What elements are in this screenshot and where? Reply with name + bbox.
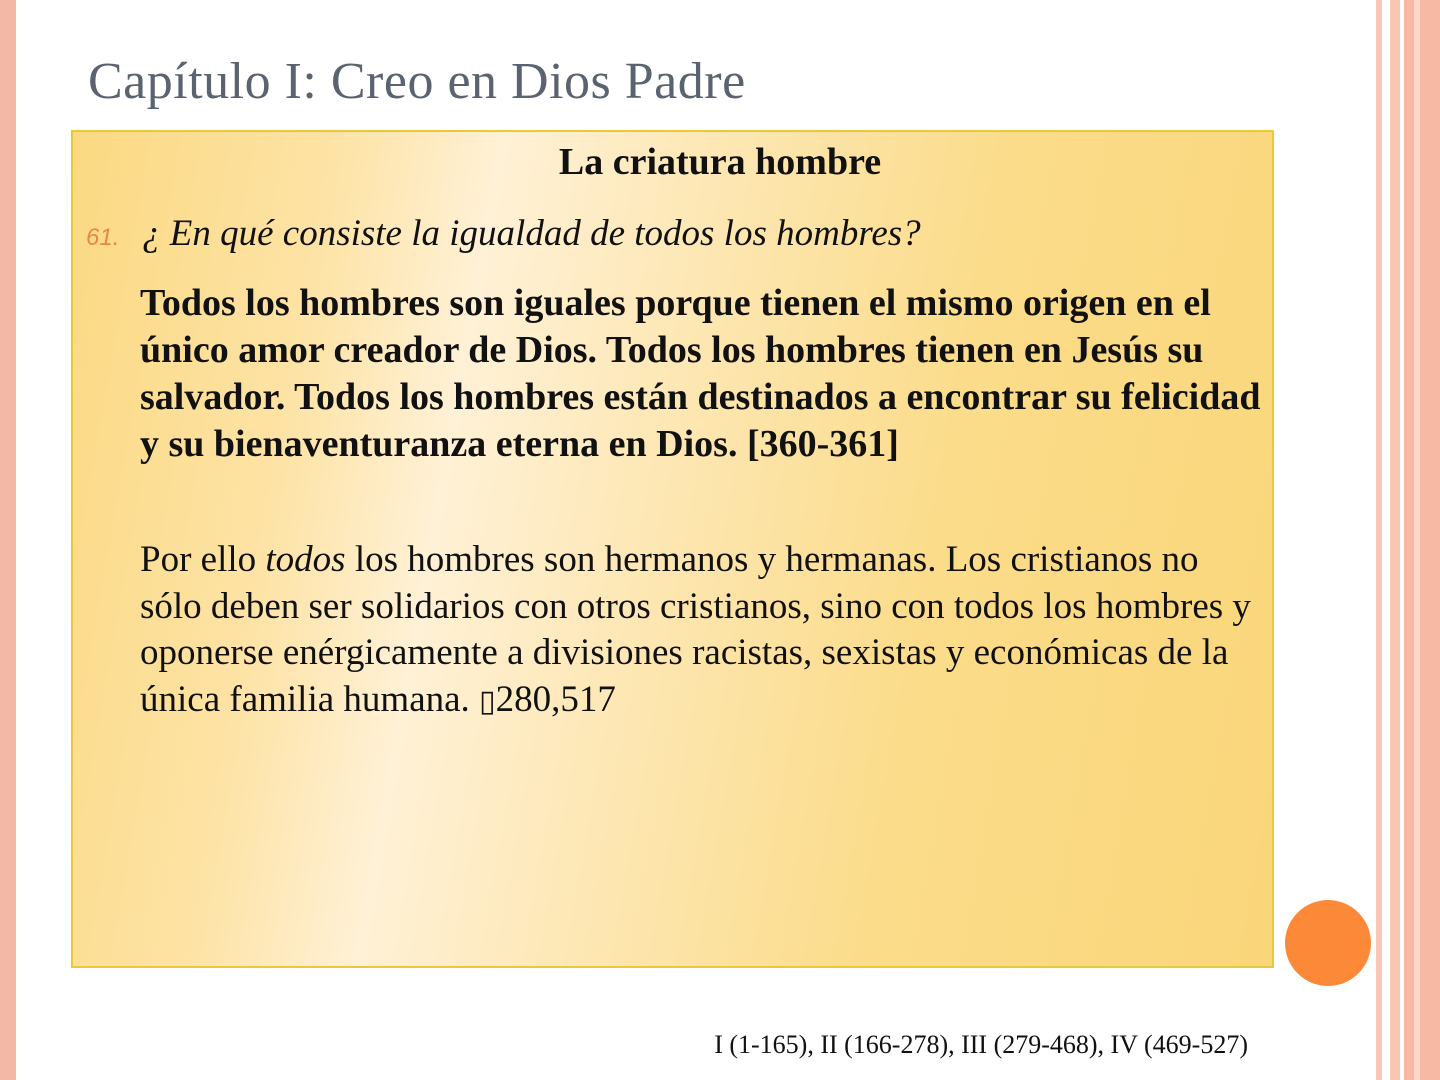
reference-icon: ▯ [479,683,496,719]
commentary-text [140,537,1265,725]
commentary-emphasis: todos [265,539,346,580]
answer-text: Todos los hombres son iguales porque tienen el mismo origen en el único amor creador de Dios. Todos los hombres tienen en Jesús su salvador. Todos los hombres están destinados a encontrar su felicidad y su bienaventuranza eterna en Dios. [360-361] [140,282,1261,465]
orange-circle-decoration [1285,900,1371,986]
question-number: 61. [86,224,120,251]
chapter-ranges-footer: I (1-165), II (166-278), III (279-468), IV (469-527) [714,1030,1248,1059]
commentary-part: Por ello [140,539,266,580]
commentary-part: los hombres son hermanos y hermanas. Los cristianos no sólo deben ser solidarios con otros cristianos, sino con todos los hombres y oponerse enérgicamente a divisiones racistas, sexistas y económicas de la única familia humana. [140,539,1251,720]
section-heading: La criatura hombre [558,141,882,183]
question-text: ¿ En qué consiste la igualdad de todos los hombres? [142,213,921,254]
slide-title: Capítulo I: Creo en Dios Padre [88,53,746,110]
commentary-reference: 280,517 [495,678,616,720]
